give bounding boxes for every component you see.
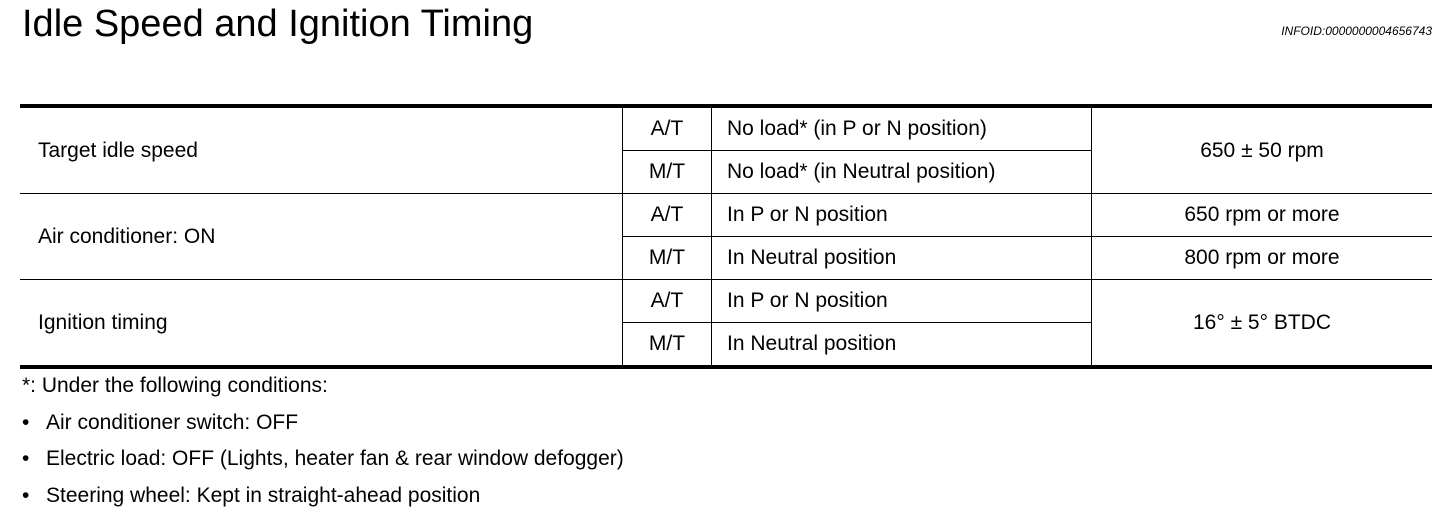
condition-cell: In Neutral position <box>712 237 1092 280</box>
condition-cell: In P or N position <box>712 280 1092 323</box>
footnote-item <box>22 409 624 446</box>
value-cell: 16° ± 5° BTDC <box>1092 280 1433 368</box>
condition-cell: No load* (in Neutral position) <box>712 151 1092 194</box>
page-title: Idle Speed and Ignition Timing <box>22 2 533 46</box>
condition-cell: In Neutral position <box>712 323 1092 368</box>
footnotes <box>22 372 624 518</box>
value-cell: 800 rpm or more <box>1092 237 1433 280</box>
item-ignition-timing: Ignition timing <box>20 280 623 368</box>
table-row <box>20 106 1432 151</box>
transmission-cell: M/T <box>623 237 712 280</box>
idle-speed-ignition-timing-table <box>20 104 1432 369</box>
item-air-conditioner-on: Air conditioner: ON <box>20 194 623 280</box>
item-target-idle-speed: Target idle speed <box>20 106 623 194</box>
footnote-item <box>22 482 624 518</box>
condition-cell: No load* (in P or N position) <box>712 106 1092 151</box>
condition-cell: In P or N position <box>712 194 1092 237</box>
transmission-cell: A/T <box>623 280 712 323</box>
transmission-cell: A/T <box>623 194 712 237</box>
table-row <box>20 280 1432 323</box>
footnote-intro: *: Under the following conditions: <box>22 372 624 409</box>
footnote-item <box>22 445 624 482</box>
bullet-icon: • <box>22 445 46 473</box>
value-cell: 650 ± 50 rpm <box>1092 106 1433 194</box>
transmission-cell: A/T <box>623 106 712 151</box>
footnote-item-text: Electric load: OFF (Lights, heater fan & rear window defogger) <box>46 447 624 470</box>
info-id: INFOID:0000000004656743 <box>1281 24 1432 38</box>
table-row <box>20 194 1432 237</box>
footnote-item-text: Steering wheel: Kept in straight-ahead position <box>46 484 480 507</box>
bullet-icon: • <box>22 409 46 437</box>
bullet-icon: • <box>22 482 46 510</box>
footnote-item-text: Air conditioner switch: OFF <box>46 411 298 434</box>
value-cell: 650 rpm or more <box>1092 194 1433 237</box>
transmission-cell: M/T <box>623 151 712 194</box>
transmission-cell: M/T <box>623 323 712 368</box>
